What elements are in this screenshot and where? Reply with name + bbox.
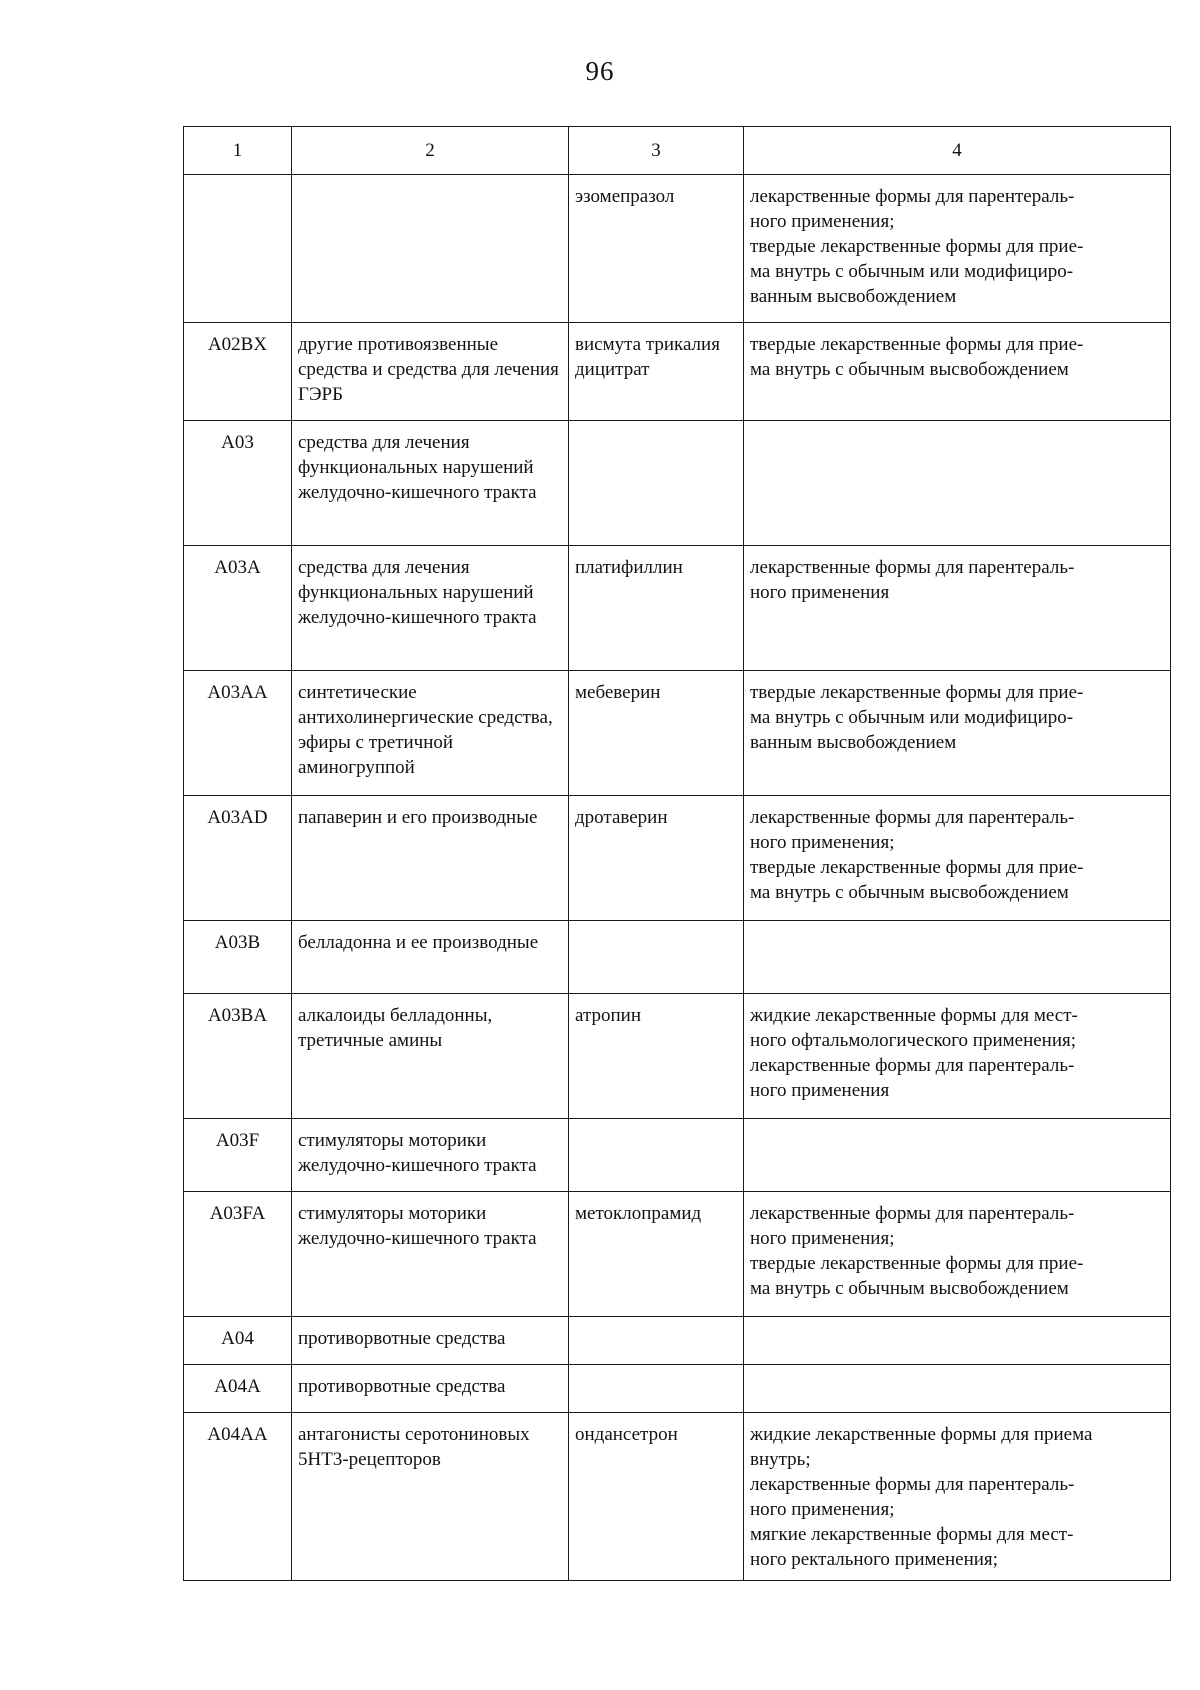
dosage-form-line: ма внутрь с обычным высвобождением [750,882,1069,903]
group-cell: белладонна и ее производные [292,921,569,994]
group-cell: синтетические антихолинергические средства, эфиры с третичной аминогруппой [292,671,569,796]
page-number: 96 [585,56,615,86]
dosage-form-line: лекарственные формы для парентераль- [750,807,1075,828]
dosage-form-line: ного ректального применения; [750,1549,998,1570]
group-cell: противорвотные средства [292,1317,569,1365]
dosage-form-line: ма внутрь с обычным высвобождением [750,359,1069,380]
table-row [184,671,1171,796]
dosage-form-line: ма внутрь с обычным высвобождением [750,1278,1069,1299]
dosage-forms-cell [744,323,1171,421]
dosage-forms-cell [744,1119,1171,1192]
dosage-form-line: лекарственные формы для парентераль- [750,557,1075,578]
atc-code-cell: A03AD [184,796,292,921]
atc-code-cell: A03BA [184,994,292,1119]
group-cell: алкалоиды белладонны, третичные амины [292,994,569,1119]
dosage-form-line: ма внутрь с обычным или модифициро- [750,707,1074,728]
dosage-form-line: лекарственные формы для парентераль- [750,1203,1075,1224]
dosage-form-line: ного применения; [750,1499,895,1520]
group-cell [292,175,569,323]
dosage-forms-cell [744,175,1171,323]
table-row [184,796,1171,921]
table-row [184,323,1171,421]
drug-cell: атропин [569,994,744,1119]
table-row [184,1119,1171,1192]
drug-cell: висмута трикалия дицитрат [569,323,744,421]
drug-cell [569,1365,744,1413]
dosage-forms-cell [744,994,1171,1119]
atc-code-cell: A03A [184,546,292,671]
atc-code-cell: A04AA [184,1413,292,1581]
dosage-form-line: твердые лекарственные формы для прие- [750,236,1084,257]
atc-code-cell: A03AA [184,671,292,796]
table-row [184,421,1171,546]
header-column-4: 4 [744,127,1171,175]
table-row [184,921,1171,994]
header-column-3: 3 [569,127,744,175]
table-row [184,1192,1171,1317]
drug-cell: мебеверин [569,671,744,796]
dosage-forms-cell [744,421,1171,546]
header-column-2: 2 [292,127,569,175]
drug-classification-table [183,126,1171,1581]
dosage-form-line: ного применения; [750,211,895,232]
dosage-form-line: твердые лекарственные формы для прие- [750,857,1084,878]
dosage-forms-cell [744,671,1171,796]
dosage-form-line: ного применения [750,1080,890,1101]
atc-code-cell: A03FA [184,1192,292,1317]
atc-code-cell: A03B [184,921,292,994]
table-row [184,175,1171,323]
dosage-form-line: ного применения [750,582,890,603]
dosage-form-line: твердые лекарственные формы для прие- [750,334,1084,355]
group-cell: средства для лечения функциональных нарушений желудочно-кишечного тракта [292,421,569,546]
atc-code-cell [184,175,292,323]
dosage-form-line: ного офтальмологического применения; [750,1030,1077,1051]
atc-code-cell: A04A [184,1365,292,1413]
group-cell: противорвотные средства [292,1365,569,1413]
dosage-forms-cell [744,1192,1171,1317]
table-header-row [184,127,1171,175]
dosage-form-line: ного применения; [750,1228,895,1249]
drug-cell: платифиллин [569,546,744,671]
dosage-form-line: лекарственные формы для парентераль- [750,186,1075,207]
group-cell: папаверин и его производные [292,796,569,921]
group-cell: средства для лечения функциональных нарушений желудочно-кишечного тракта [292,546,569,671]
dosage-forms-cell [744,1413,1171,1581]
group-cell: антагонисты серотониновых 5HT3-рецепторов [292,1413,569,1581]
dosage-form-line: жидкие лекарственные формы для приема [750,1424,1093,1445]
drug-cell: дротаверин [569,796,744,921]
dosage-form-line: лекарственные формы для парентераль- [750,1055,1075,1076]
drug-cell: эзомепразол [569,175,744,323]
group-cell: другие противоязвенные средства и средства для лечения ГЭРБ [292,323,569,421]
dosage-form-line: ного применения; [750,832,895,853]
table-row [184,994,1171,1119]
drug-cell [569,1119,744,1192]
dosage-forms-cell [744,921,1171,994]
group-cell: стимуляторы моторики желудочно-кишечного тракта [292,1192,569,1317]
dosage-form-line: лекарственные формы для парентераль- [750,1474,1075,1495]
dosage-form-line: внутрь; [750,1449,811,1470]
drug-cell [569,1317,744,1365]
dosage-form-line: жидкие лекарственные формы для мест- [750,1005,1078,1026]
atc-code-cell: A02BX [184,323,292,421]
group-cell: стимуляторы моторики желудочно-кишечного тракта [292,1119,569,1192]
dosage-form-line: ма внутрь с обычным или модифициро- [750,261,1074,282]
drug-cell: ондансетрон [569,1413,744,1581]
header-column-1: 1 [184,127,292,175]
drug-cell: метоклопрамид [569,1192,744,1317]
dosage-form-line: ванным высвобождением [750,732,957,753]
table-row [184,1317,1171,1365]
dosage-forms-cell [744,1365,1171,1413]
table-row [184,1413,1171,1581]
atc-code-cell: A03 [184,421,292,546]
dosage-form-line: твердые лекарственные формы для прие- [750,1253,1084,1274]
dosage-forms-cell [744,1317,1171,1365]
atc-code-cell: A03F [184,1119,292,1192]
atc-code-cell: A04 [184,1317,292,1365]
dosage-forms-cell [744,796,1171,921]
dosage-form-line: мягкие лекарственные формы для мест- [750,1524,1074,1545]
drug-cell [569,921,744,994]
table-row [184,1365,1171,1413]
drug-cell [569,421,744,546]
dosage-forms-cell [744,546,1171,671]
table-row [184,546,1171,671]
dosage-form-line: твердые лекарственные формы для прие- [750,682,1084,703]
dosage-form-line: ванным высвобождением [750,286,957,307]
